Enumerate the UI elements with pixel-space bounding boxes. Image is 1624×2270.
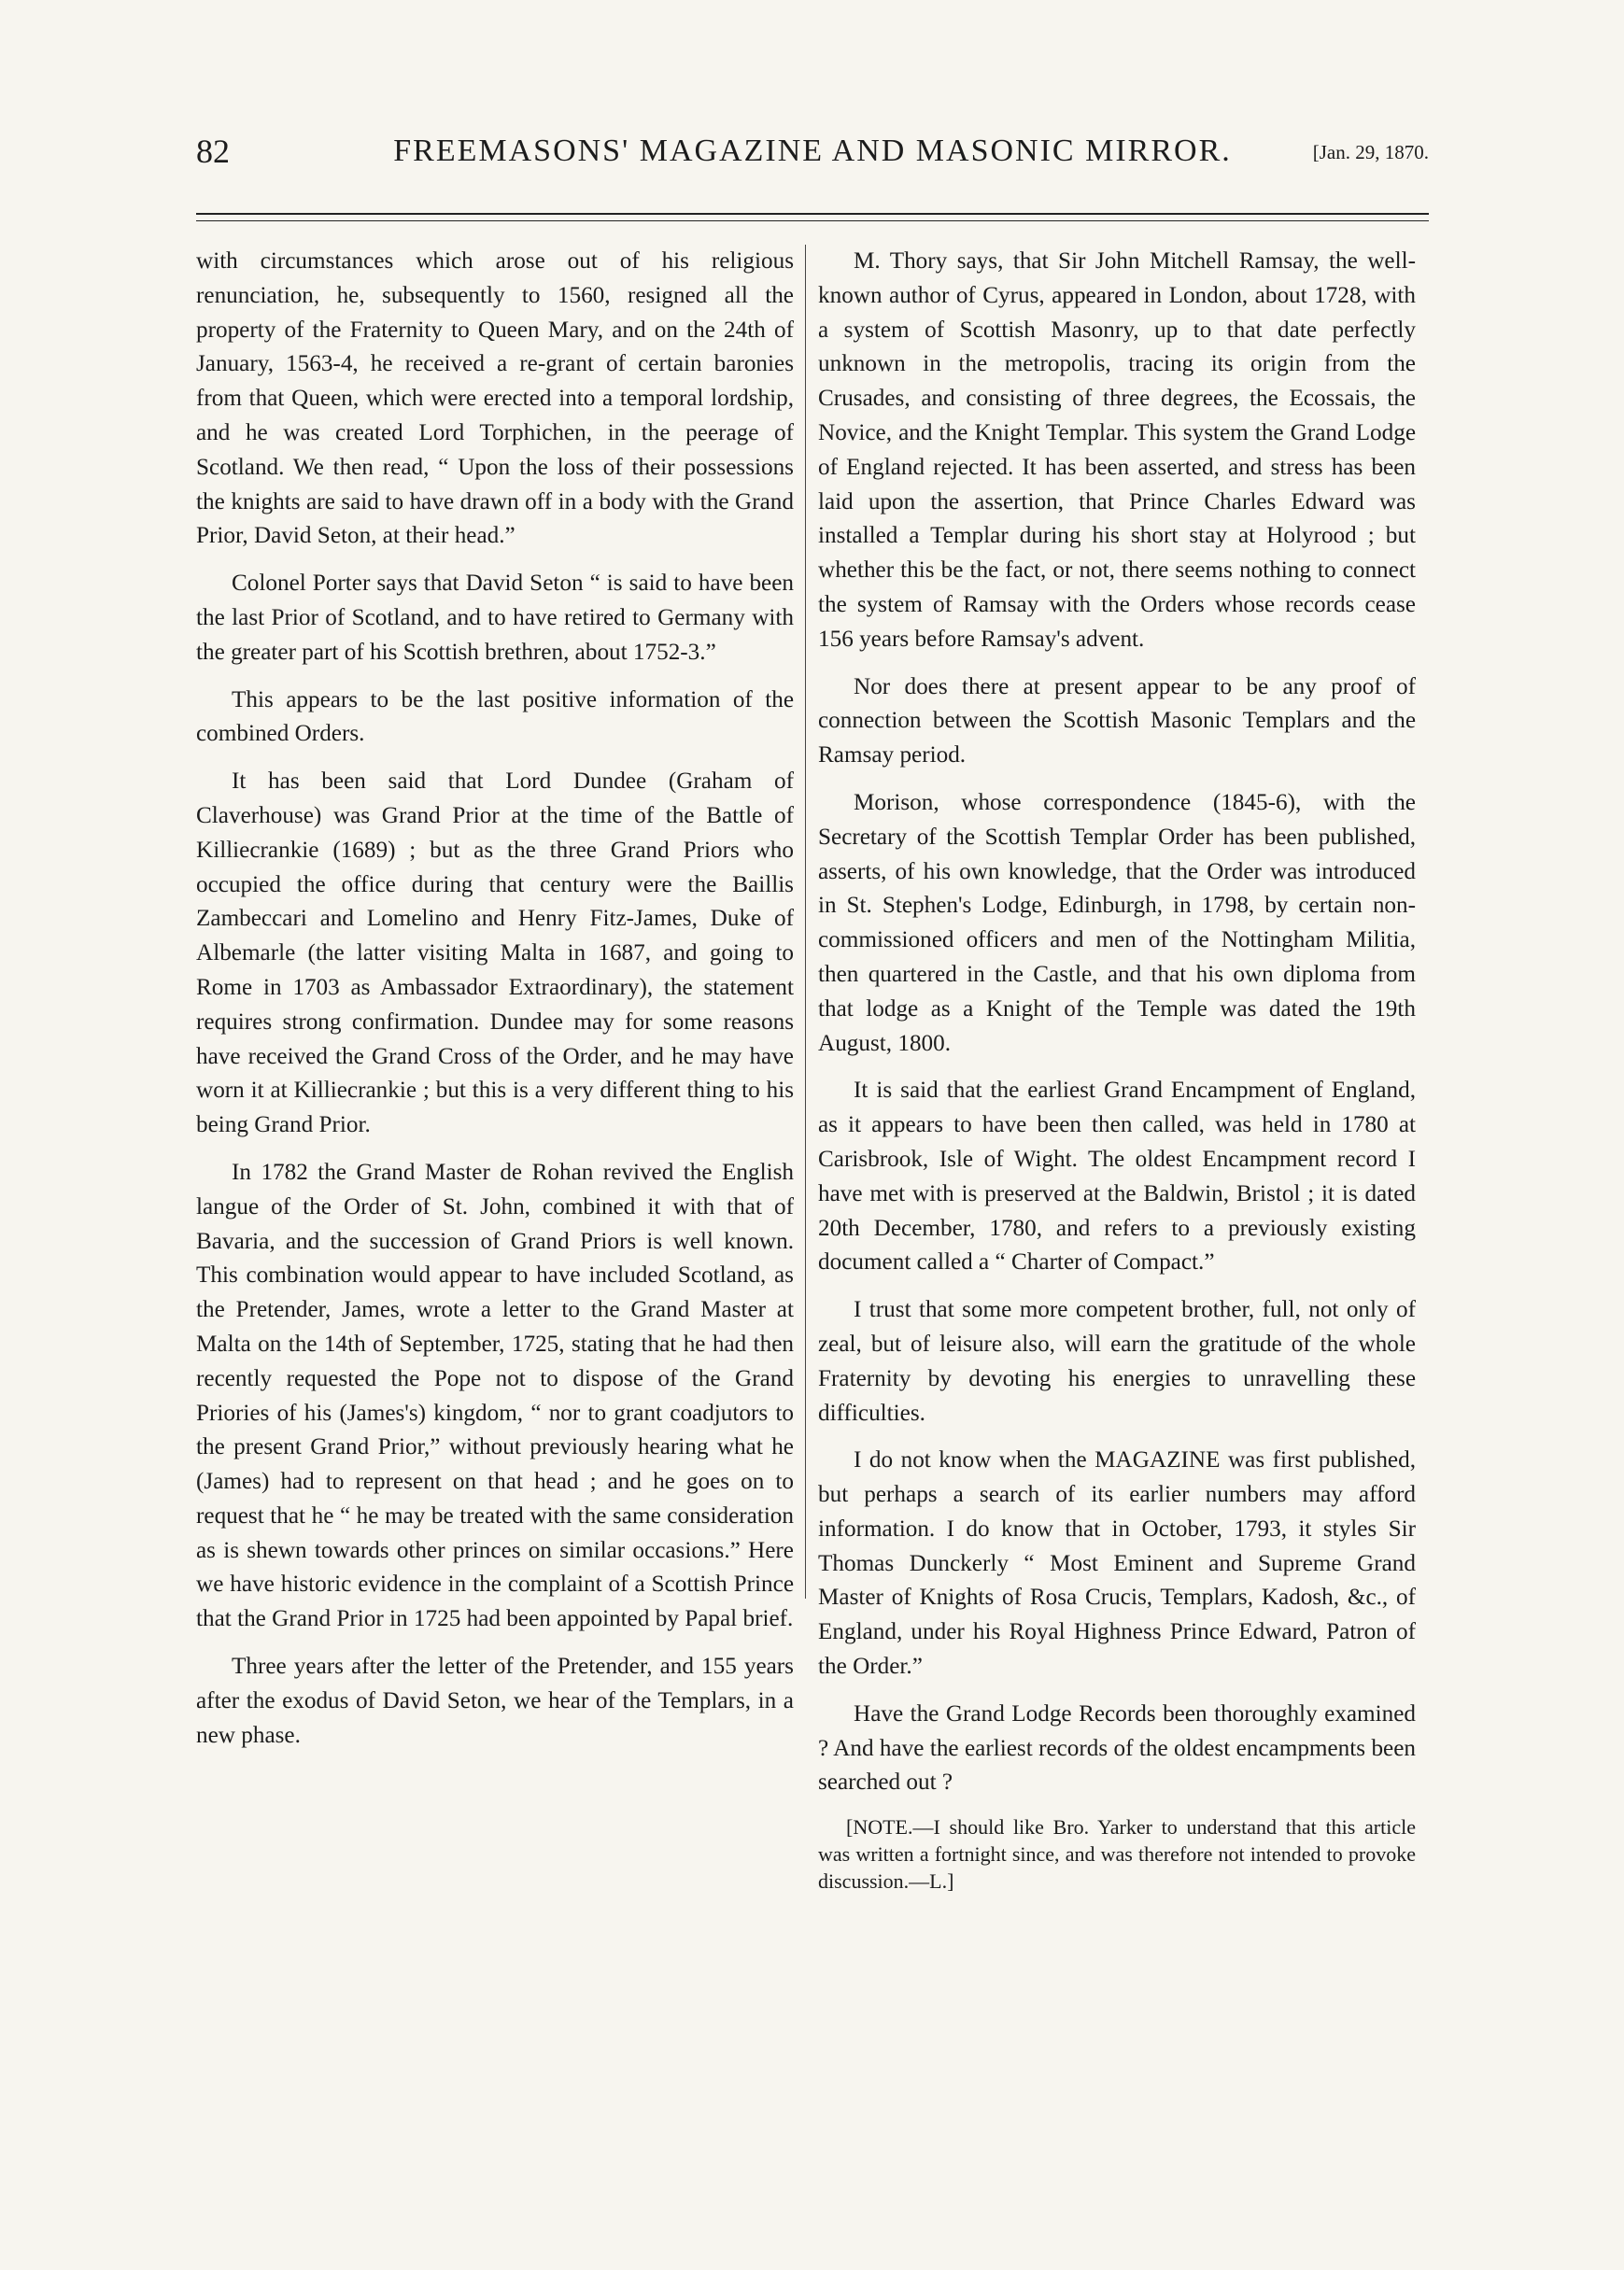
header-rule-thick [196, 213, 1429, 215]
page-header [196, 131, 1429, 187]
paragraph: It has been said that Lord Dundee (Graham of Claverhouse) was Grand Prior at the time of the Battle of Killiecrankie (1689) ; but as the three Grand Priors who occupied the office during that century were the Baillis Zambeccari and Lomelino and Henry Fitz-James, Duke of Albemarle (the latter visiting Malta in 1687, and going to Rome in 1703 as Ambassador Extraordinary), the statement requires strong confirmation. Dundee may for some reasons have received the Grand Cross of the Order, and he may have worn it at Killiecrankie ; but this is a very different thing to his being Grand Prior. [196, 768, 794, 1138]
paragraph: Morison, whose correspondence (1845-6), with the Secretary of the Scottish Templar Order has been published, asserts, of his own knowledge, that the Order was introduced in St. Stephen's Lodge, Edinburgh, in 1798, by certain non-commissioned officers and men of the Nottingham Militia, then quartered in the Castle, and that his own diploma from that lodge as a Knight of the Temple was dated the 19th August, 1800. [818, 789, 1416, 1056]
paragraph: In 1782 the Grand Master de Rohan revived the English langue of the Order of St. John, combined it with that of Bavaria, and the succession of Grand Priors is well known. This combination would appear to have included Scotland, as the Pretender, James, wrote a letter to the Grand Master at Malta on the 14th of September, 1725, stating that he had then recently requested the Pope not to dispose of the Grand Priories of his (James's) kingdom, “ nor to grant coadjutors to the present Grand Prior,” without previously hearing what he (James) had to represent on that head ; and he goes on to request that he “ he may be treated with the same consideration as is shewn towards other princes on similar occasions.” Here we have historic evidence in the complaint of a Scottish Prince that the Grand Prior in 1725 had been appointed by Papal brief. [196, 1159, 794, 1632]
magazine-title: FREEMASONS' MAGAZINE AND MASONIC MIRROR. [393, 134, 1232, 168]
paragraph: Three years after the letter of the Pretender, and 155 years after the exodus of David Seton, we hear of the Templars, in a new phase. [196, 1654, 794, 1748]
left-column [196, 245, 794, 1766]
paragraph: with circumstances which arose out of his religious renunciation, he, subsequently to 1560, resigned all the property of the Fraternity to Queen Mary, and on the 24th of January, 1563-4, he received a re-grant of certain baronies from that Queen, which were erected into a temporal lordship, and he was created Lord Torphichen, in the peerage of Scotland. We then read, “ Upon the loss of their possessions the knights are said to have drawn off in a body with the Grand Prior, David Seton, at their head.” [196, 248, 794, 549]
paragraph: Nor does there at present appear to be any proof of connection between the Scottish Masonic Templars and the Ramsay period. [818, 673, 1416, 768]
paragraph: I trust that some more competent brother, full, not only of zeal, but of leisure also, will earn the gratitude of the whole Fraternity by devoting his energies to unravelling these difficulties. [818, 1297, 1416, 1426]
column-divider [805, 245, 806, 1599]
editor-note: [NOTE.—I should like Bro. Yarker to understand that this article was written a fortnight since, and was therefore not intended to provoke discussion.—L.] [818, 1815, 1416, 1894]
paragraph: It is said that the earliest Grand Encampment of England, as it appears to have been then called, was held in 1780 at Carisbrook, Isle of Wight. The oldest Encampment record I have met with is preserved at the Baldwin, Bristol ; it is dated 20th December, 1780, and refers to a previously existing document called a “ Charter of Compact.” [818, 1078, 1416, 1276]
paragraph: I do not know when the MAGAZINE was first published, but perhaps a search of its earlier numbers may afford information. I do know that in October, 1793, it styles Sir Thomas Dunckerly “ Most Eminent and Supreme Grand Master of Knights of Rosa Crucis, Templars, Kadosh, &c., of England, under his Royal Highness Prince Edward, Patron of the Order.” [818, 1447, 1416, 1680]
right-column [818, 245, 1416, 1908]
paragraph: Have the Grand Lodge Records been thoroughly examined ? And have the earliest records of the oldest encampments been searched out ? [818, 1700, 1416, 1796]
paragraph: Colonel Porter says that David Seton “ is said to have been the last Prior of Scotland, and to have retired to Germany with the greater part of his Scottish brethren, about 1752-3.” [196, 571, 794, 665]
paragraph: M. Thory says, that Sir John Mitchell Ramsay, the well-known author of Cyrus, appeared in London, about 1728, with a system of Scottish Masonry, up to that date perfectly unknown in the metropolis, tracing its origin from the Crusades, and consisting of three degrees, the Ecossais, the Novice, and the Knight Templar. This system the Grand Lodge of England rejected. It has been asserted, and stress has been laid upon the assertion, that Prince Charles Edward was installed a Templar during his short stay at Holyrood ; but whether this be the fact, or not, there seems nothing to connect the system of Ramsay with the Orders whose records cease 156 years before Ramsay's advent. [818, 248, 1416, 652]
issue-date: [Jan. 29, 1870. [1312, 141, 1429, 163]
page-number: 82 [196, 133, 230, 170]
paragraph: This appears to be the last positive information of the combined Orders. [196, 686, 794, 747]
header-rule-thin [196, 220, 1429, 221]
